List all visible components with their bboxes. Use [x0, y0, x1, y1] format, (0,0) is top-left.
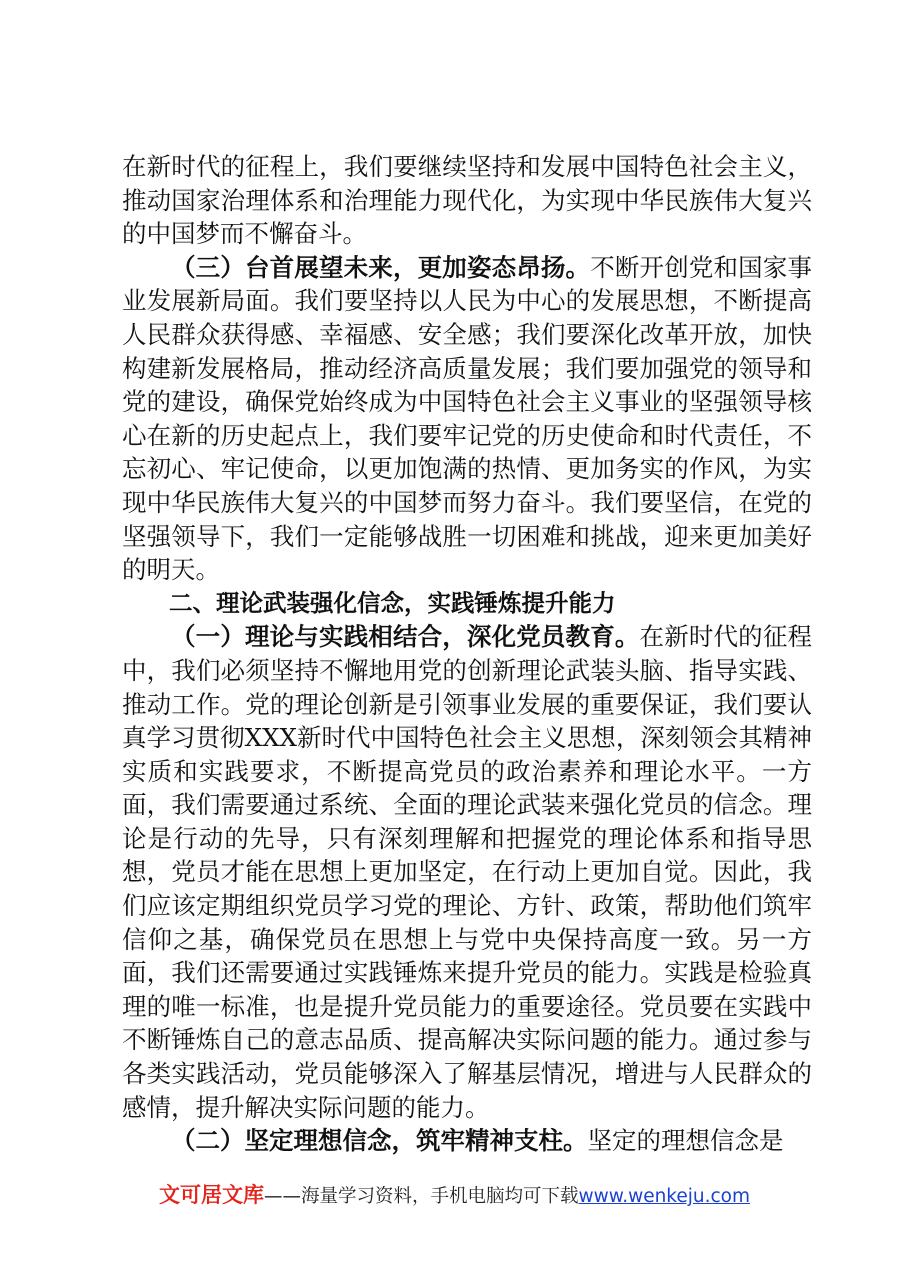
- footer-banner: [0, 1182, 909, 1210]
- paragraph-3-lead: （一）理论与实践相结合，深化党员教育。: [171, 622, 640, 652]
- footer-slogan: ——海量学习资料，手机电脑均可下载: [263, 1186, 579, 1207]
- footer-brand: 文可居文库: [158, 1183, 264, 1207]
- paragraph-1-text: 在新时代的征程上，我们要继续坚持和发展中国特色社会主义，推动国家治理体系和治理能力现代化，为实现中华民族伟大复兴的中国梦而不懈奋斗。: [122, 152, 812, 249]
- paragraph-2: [122, 251, 812, 587]
- paragraph-2-lead: （三）台首展望未来，更加姿态昂扬。: [171, 252, 591, 282]
- paragraph-2-text: 不断开创党和国家事业发展新局面。我们要坚持以人民为中心的发展思想，不断提高人民群众获得感、幸福感、安全感；我们要深化改革开放，加快构建新发展格局，推动经济高质量发展；我们要加强党的领导和党的建设，确保党始终成为中国特色社会主义事业的坚强领导核心在新的历史起点上，我们要牢记党的历史使命和时代责任，不忘初心、牢记使命，以更加饱满的热情、更加务实的作风，为实现中华民族伟大复兴的中国梦而努力奋斗。我们要坚信，在党的坚强领导下，我们一定能够战胜一切困难和挑战，迎来更加美好的明天。: [122, 252, 812, 585]
- paragraph-4-text: 坚定的理想信念是: [587, 1126, 784, 1156]
- document-body: [122, 150, 812, 1158]
- paragraph-4: [122, 1124, 812, 1158]
- paragraph-1: [122, 150, 812, 251]
- paragraph-3-text: 在新时代的征程中，我们必须坚持不懈地用党的创新理论武装头脑、指导实践、推动工作。党的理论创新是引领事业发展的重要保证，我们要认真学习贯彻XXX新时代中国特色社会主义思想，深刻领会其精神实质和实践要求，不断提高党员的政治素养和理论水平。一方面，我们需要通过系统、全面的理论武装来强化党员的信念。理论是行动的先导，只有深刻理解和把握党的理论体系和指导思想，党员才能在思想上更加坚定，在行动上更加自觉。因此，我们应该定期组织党员学习党的理论、方针、政策，帮助他们筑牢信仰之基，确保党员在思想上与党中央保持高度一致。另一方面，我们还需要通过实践锤炼来提升党员的能力。实践是检验真理的唯一标准，也是提升党员能力的重要途径。党员要在实践中不断锤炼自己的意志品质、提高解决实际问题的能力。通过参与各类实践活动，党员能够深入了解基层情况，增进与人民群众的感情，提升解决实际问题的能力。: [122, 622, 813, 1122]
- footer-site-link[interactable]: www.wenkeju.com: [578, 1186, 751, 1207]
- paragraph-4-lead: （二）坚定理想信念，筑牢精神支柱。: [171, 1126, 588, 1156]
- paragraph-3: [122, 620, 812, 1124]
- section-heading: 二、理论武装强化信念，实践锤炼提升能力: [169, 588, 616, 617]
